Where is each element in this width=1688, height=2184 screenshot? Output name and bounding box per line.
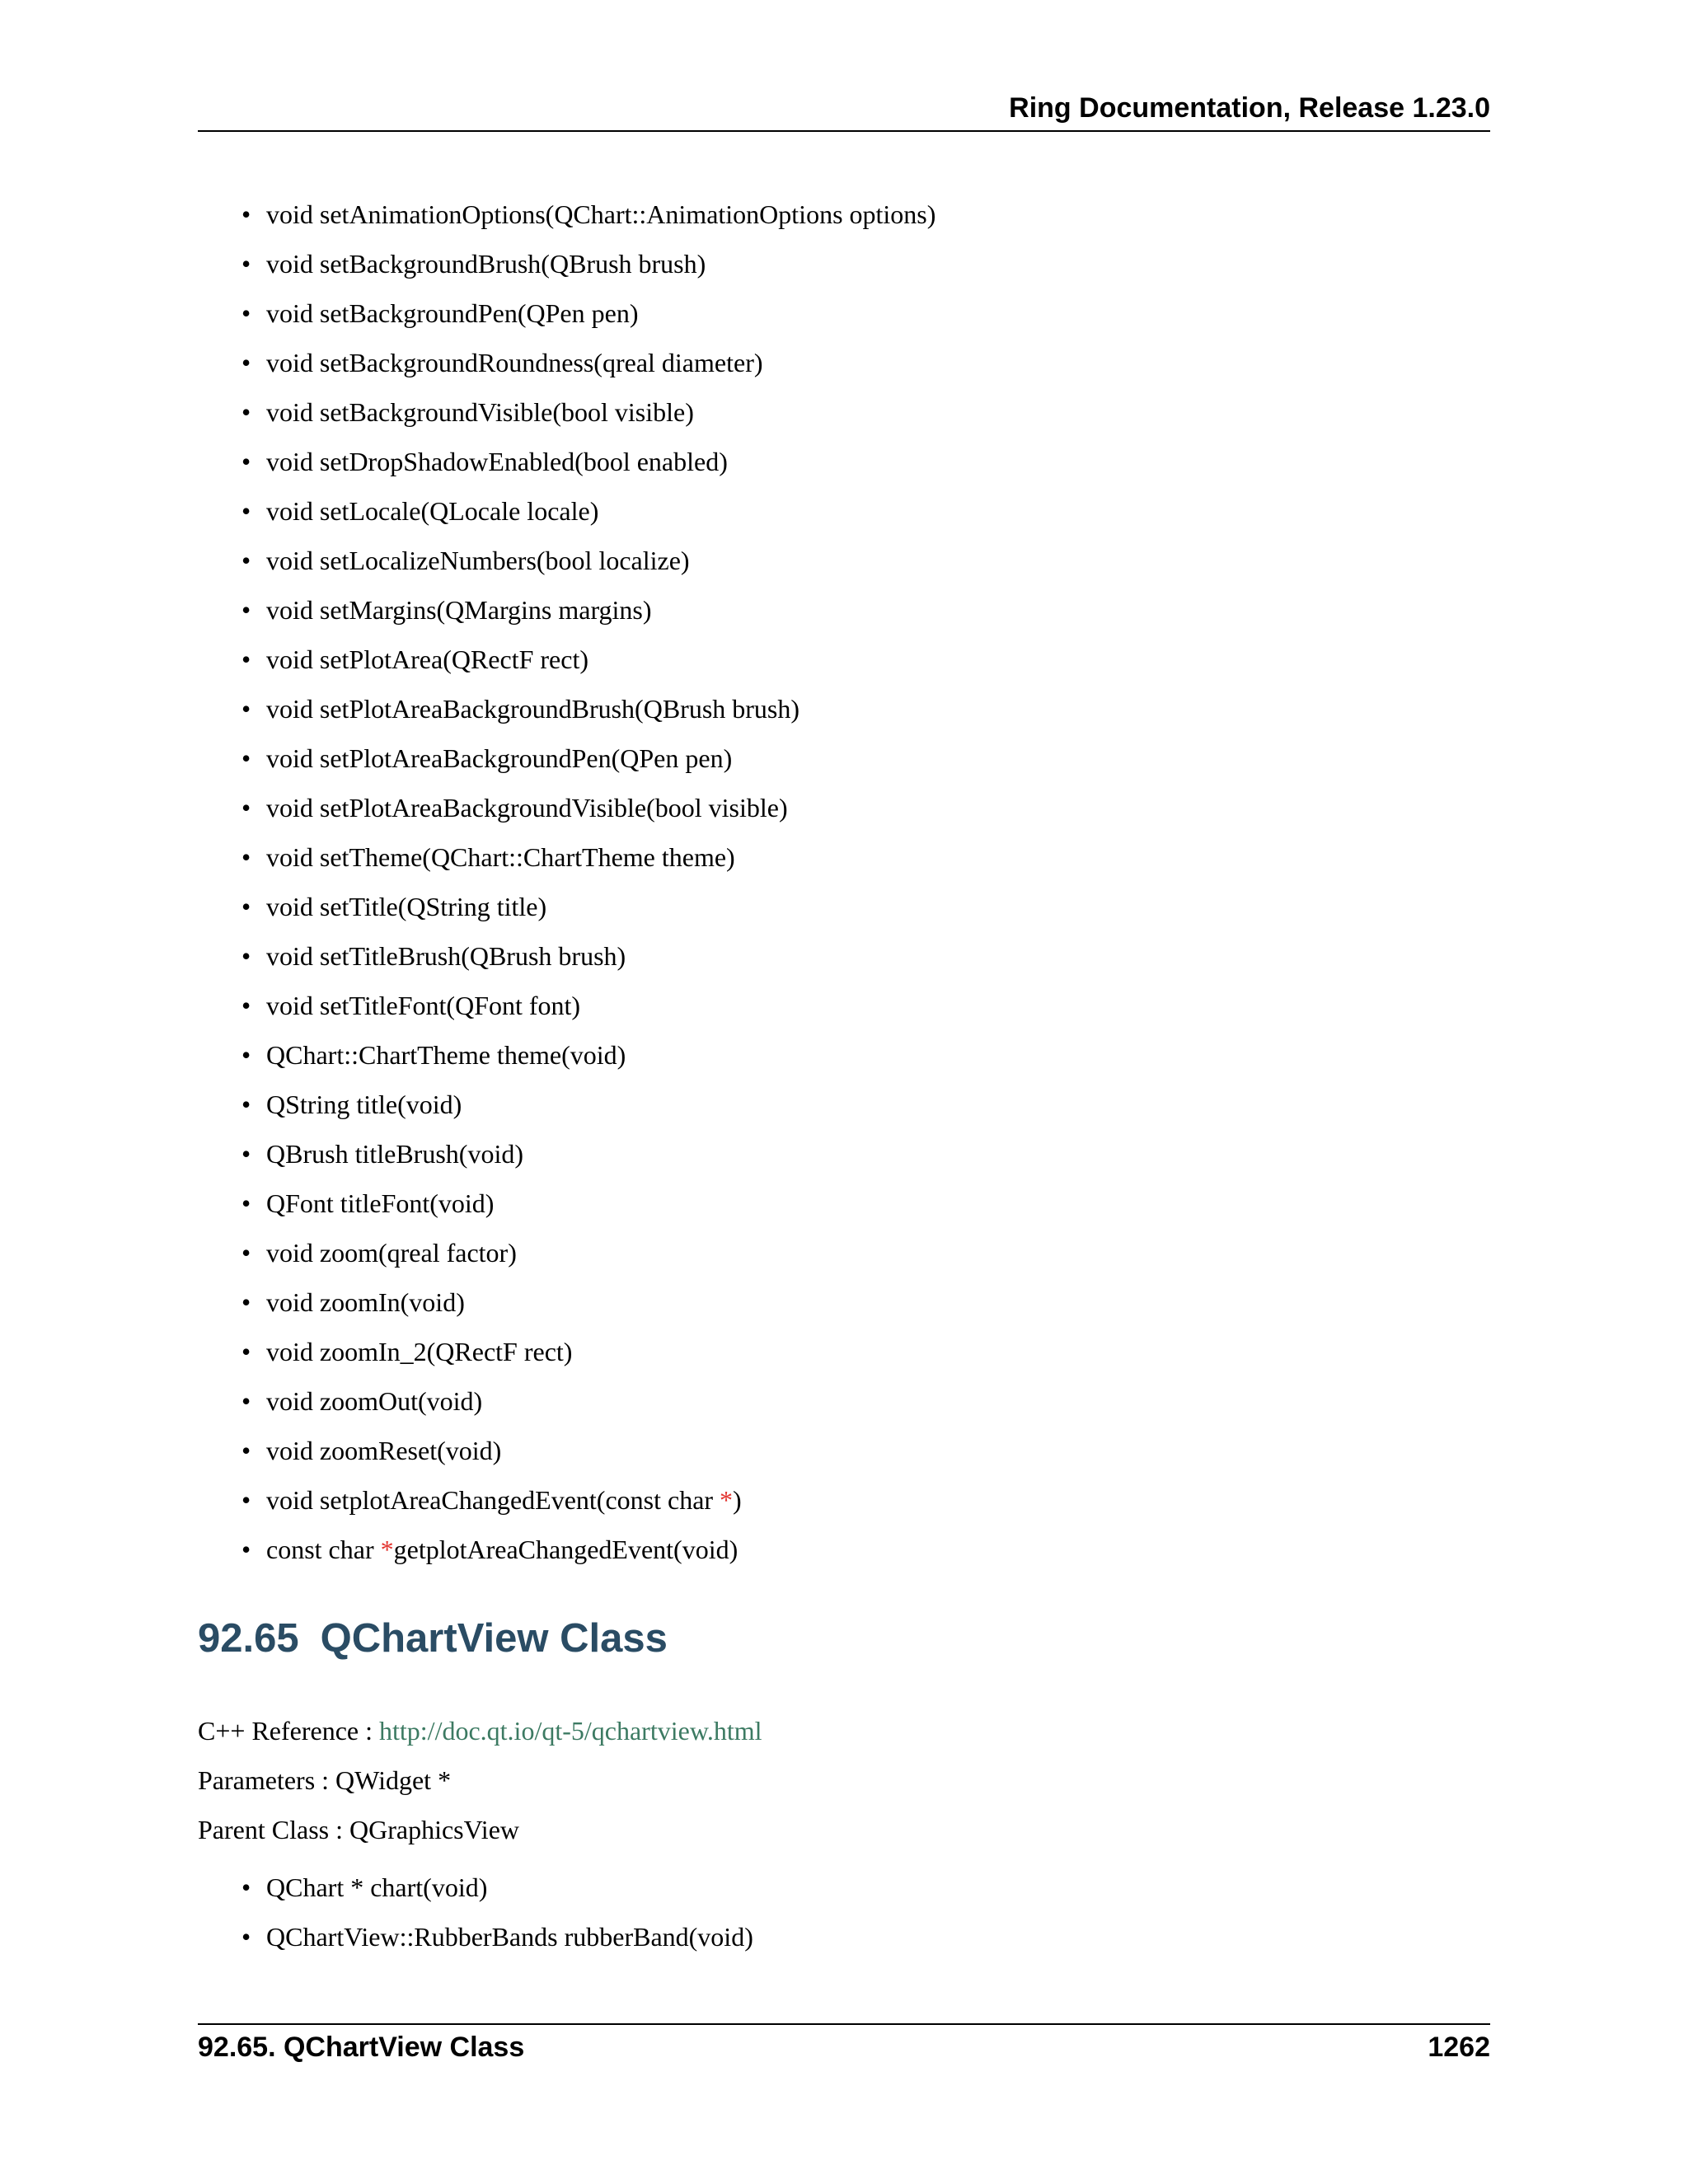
list-item: • QBrush titleBrush(void) [0, 1129, 935, 1179]
cpp-reference-link[interactable]: http://doc.qt.io/qt-5/qchartview.html [379, 1716, 762, 1746]
list-item-set-event: • void setplotAreaChangedEvent(const char *) [0, 1475, 935, 1525]
list-item: • void setTheme(QChart::ChartTheme theme) [0, 832, 935, 882]
cpp-reference-label: C++ Reference : [198, 1716, 379, 1746]
list-item: • void setBackgroundBrush(QBrush brush) [0, 239, 935, 288]
asterisk-mark: * [380, 1535, 394, 1564]
footer-page-number: 1262 [1428, 2032, 1490, 2063]
section-number: 92.65 [198, 1616, 299, 1661]
list-item: • QString title(void) [0, 1080, 935, 1129]
list-item: • void zoomReset(void) [0, 1426, 935, 1475]
list-item: • void zoomOut(void) [0, 1376, 935, 1426]
list-item: • void setBackgroundRoundness(qreal diameter) [0, 338, 935, 387]
header-title: Ring Documentation, Release 1.23.0 [1009, 92, 1490, 124]
parent-class-line: Parent Class : QGraphicsView [198, 1815, 519, 1844]
qchartview-method-list [0, 1863, 753, 1961]
list-item: • QFont titleFont(void) [0, 1179, 935, 1228]
list-item: • void setPlotAreaBackgroundPen(QPen pen) [0, 733, 935, 783]
list-item: • void setMargins(QMargins margins) [0, 585, 935, 635]
section-heading [198, 1615, 668, 1661]
list-item: • void zoom(qreal factor) [0, 1228, 935, 1277]
list-item: • void setPlotArea(QRectF rect) [0, 635, 935, 684]
list-item: • void setTitle(QString title) [0, 882, 935, 931]
list-item-get-event: • const char *getplotAreaChangedEvent(void) [0, 1525, 935, 1574]
footer-section: 92.65. QChartView Class [198, 2032, 525, 2063]
list-item: • void zoomIn(void) [0, 1277, 935, 1327]
list-item: • void zoomIn_2(QRectF rect) [0, 1327, 935, 1376]
parameters-line: Parameters : QWidget * [198, 1765, 452, 1795]
list-item: • void setBackgroundVisible(bool visible) [0, 387, 935, 437]
list-item: • void setDropShadowEnabled(bool enabled) [0, 437, 935, 486]
list-item: • void setTitleFont(QFont font) [0, 981, 935, 1030]
list-item: • QChartView::RubberBands rubberBand(void) [0, 1912, 753, 1961]
list-item: • void setBackgroundPen(QPen pen) [0, 288, 935, 338]
list-item: • QChart * chart(void) [0, 1863, 753, 1912]
page-header [198, 92, 1490, 132]
list-item: • void setLocalizeNumbers(bool localize) [0, 536, 935, 585]
page-footer [198, 2023, 1490, 2064]
list-item: • QChart::ChartTheme theme(void) [0, 1030, 935, 1080]
section-title: QChartView Class [320, 1616, 668, 1661]
cpp-reference [198, 1714, 762, 1747]
qchart-method-list [0, 190, 935, 1574]
asterisk-mark: * [720, 1485, 734, 1515]
list-item: • void setAnimationOptions(QChart::AnimationOptions options) [0, 190, 935, 239]
list-item: • void setPlotAreaBackgroundBrush(QBrush brush) [0, 684, 935, 733]
list-item: • void setTitleBrush(QBrush brush) [0, 931, 935, 981]
list-item: • void setPlotAreaBackgroundVisible(bool visible) [0, 783, 935, 832]
list-item: • void setLocale(QLocale locale) [0, 486, 935, 536]
